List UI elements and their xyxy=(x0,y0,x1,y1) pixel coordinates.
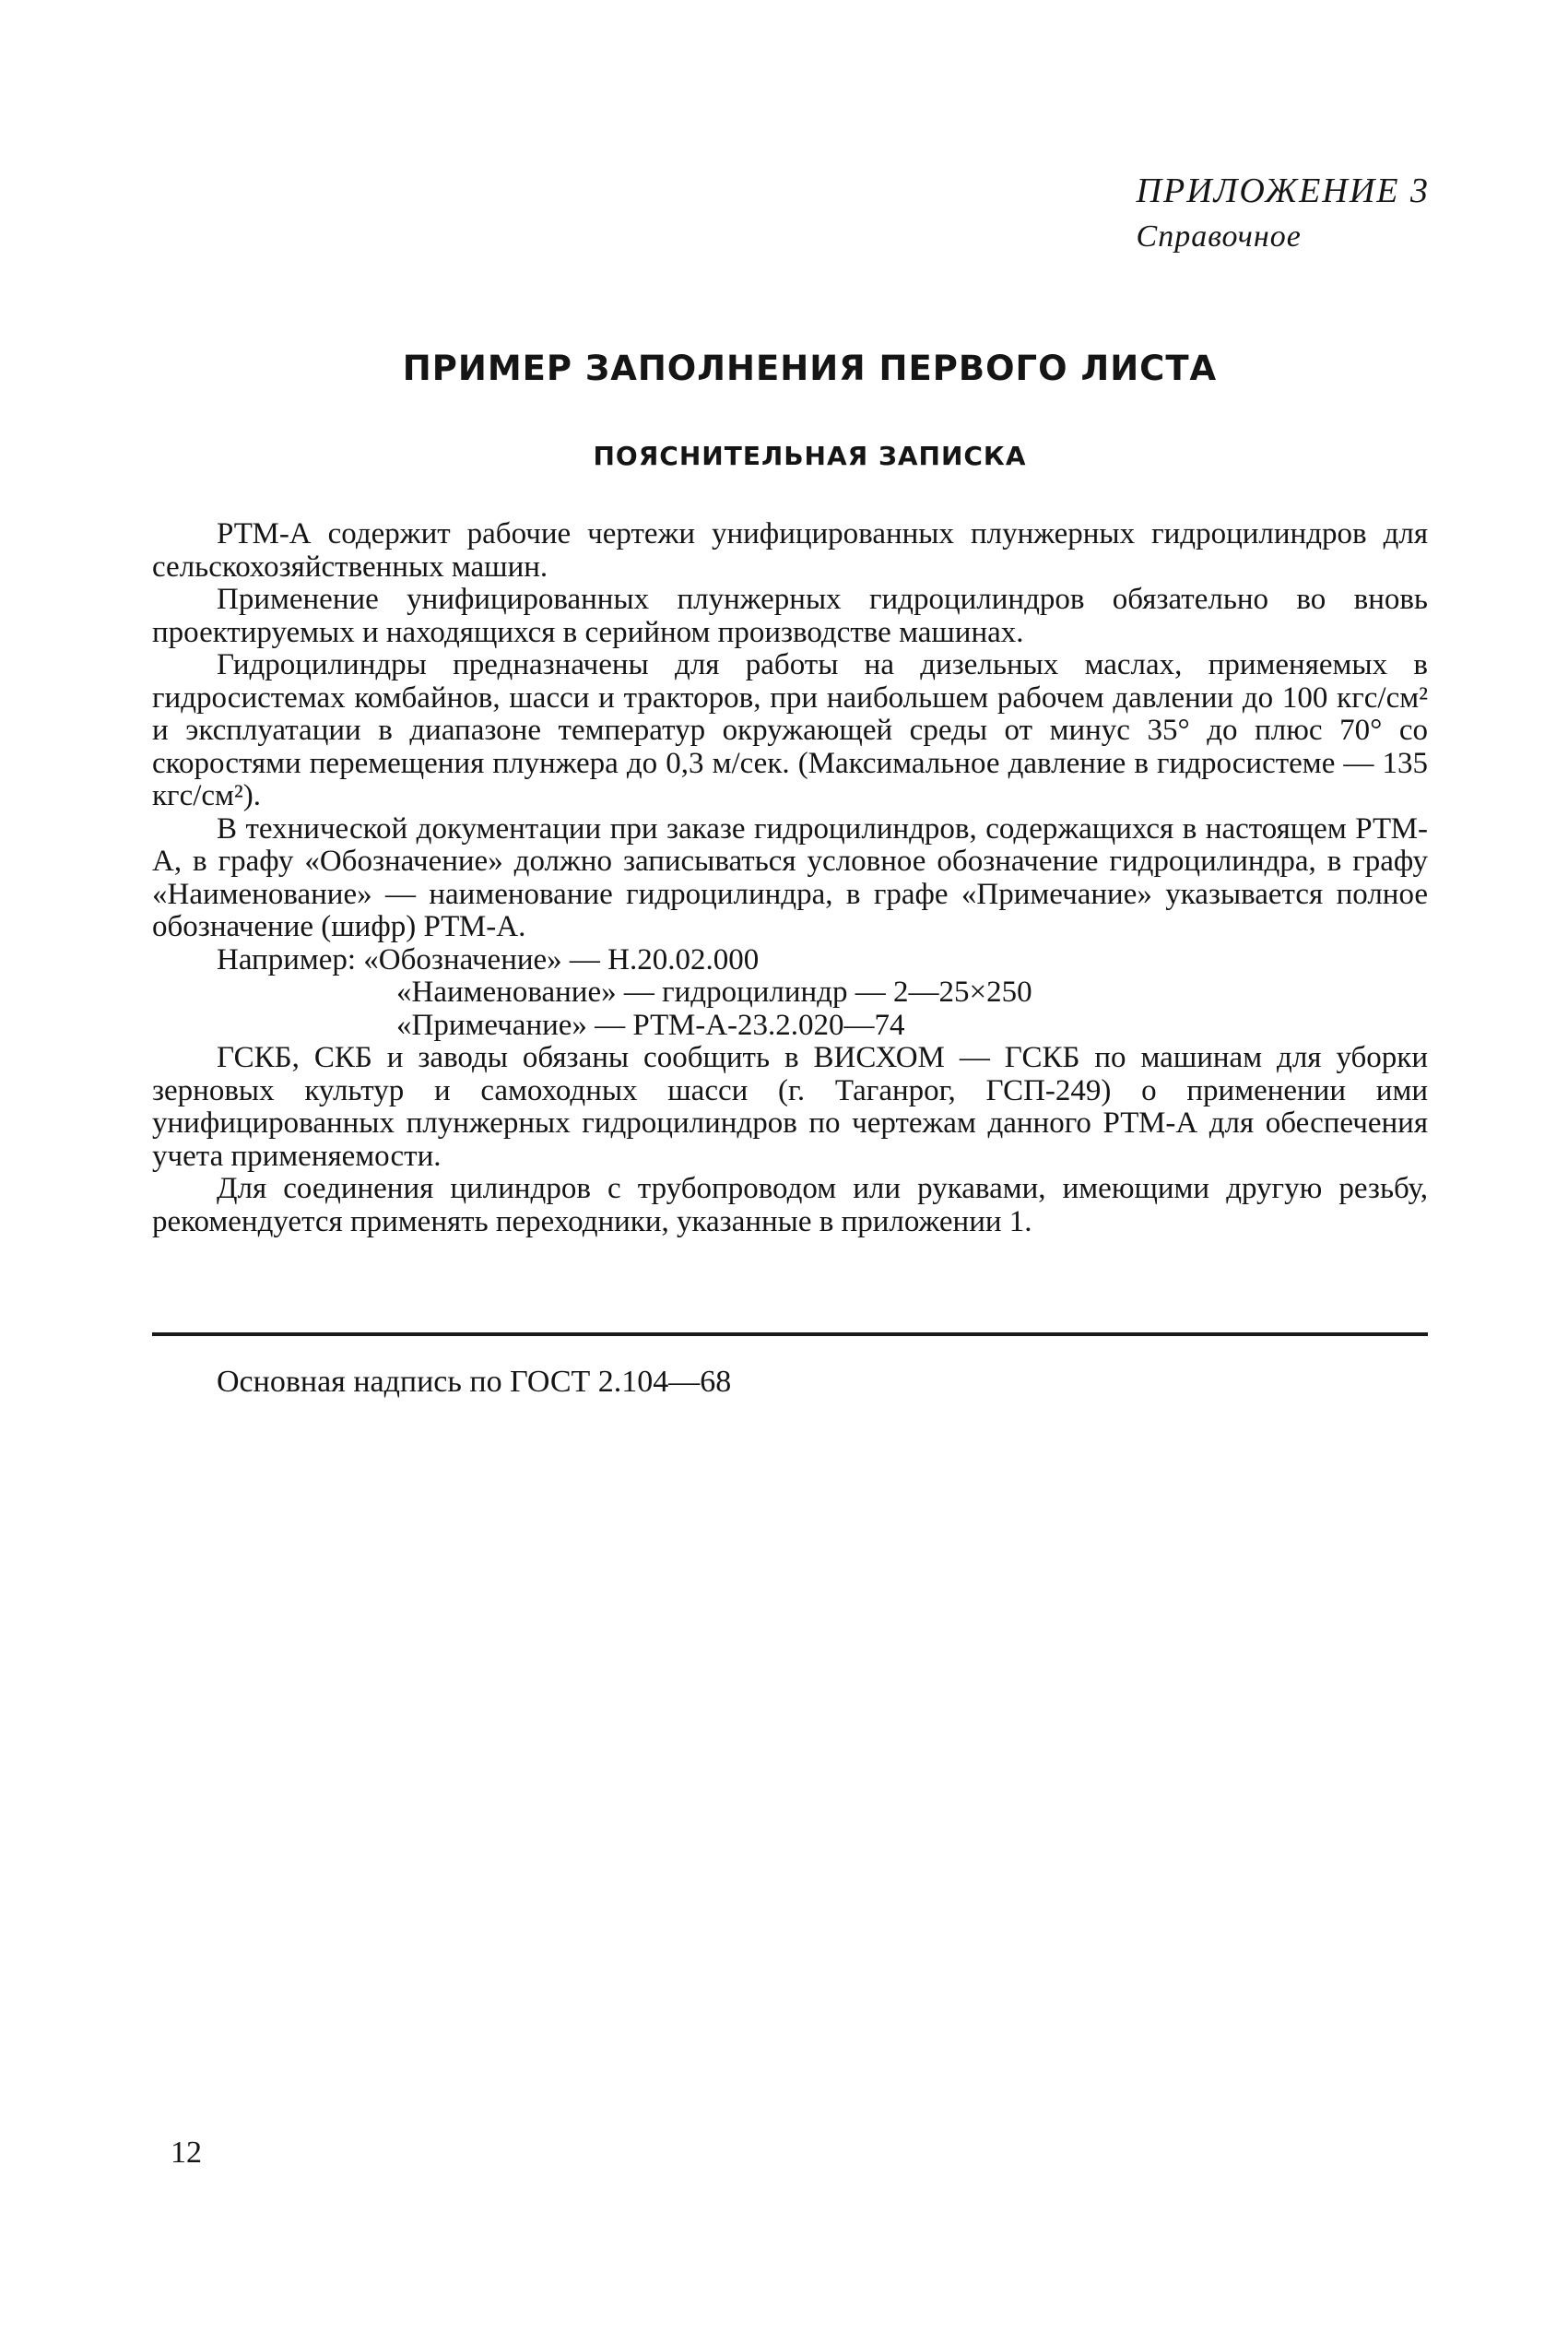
paragraph: Гидроцилиндры предназначены для работы на дизельных маслах, применяемых в гидросистемах комбайнов, шасси и тракторов, при наибольшем рабочем давлении до 100 кгс/см² и эксплуатации в диапазоне температур окружающей среды от минус 35° до плюс 70° со скоростями перемещения плунжера до 0,3 м/сек. (Максимальное давление в гидросистеме — 135 кгс/см²). xyxy=(152,648,1428,812)
example-line-name: «Наименование» — гидроцилиндр — 2—25×250 xyxy=(396,976,1032,1009)
title-block-note: Основная надпись по ГОСТ 2.104—68 xyxy=(217,1365,732,1399)
appendix-header xyxy=(1137,168,1430,260)
example-line-note: «Примечание» — РТМ-А-23.2.020—74 xyxy=(396,1008,905,1042)
paragraph: ГСКБ, СКБ и заводы обязаны сообщить в ВИСХОМ — ГСКБ по машинам для уборки зерновых культур и самоходных шасси (г. Таганрог, ГСП-249) о применении ими унифицированных плунжерных гидроцилиндров по чертежам данного РТМ-А для обеспечения учета применяемости. xyxy=(152,1041,1428,1173)
paragraph: РТМ-А содержит рабочие чертежи унифицированных плунжерных гидроцилиндров для сельскохозяйственных машин. xyxy=(152,517,1428,584)
explanatory-note-body xyxy=(152,518,1428,1238)
appendix-label: ПРИЛОЖЕНИЕ 3 xyxy=(1136,172,1430,210)
example-line-designation: Например: «Обозначение» — Н.20.02.000 xyxy=(217,942,760,976)
paragraph: Для соединения цилиндров с трубопроводом или рукавами, имеющими другую резьбу, рекомендуется применять переходники, указанные в приложении 1. xyxy=(152,1172,1428,1238)
page-title: ПРИМЕР ЗАПОЛНЕНИЯ ПЕРВОГО ЛИСТА xyxy=(402,349,1218,388)
paragraph: Применение унифицированных плунжерных гидроцилиндров обязательно во вновь проектируемых и находящихся в серийном производстве машинах. xyxy=(152,583,1428,649)
paragraph: В технической документации при заказе гидроцилиндров, содержащихся в настоящем РТМ-А, в графу «Обозначение» должно записываться условное обозначение гидроцилиндра, в графу «Наименование» — наименование гидроцилиндра, в графе «Примечание» указывается полное обозначение (шифр) РТМ-А. xyxy=(152,811,1428,943)
page-number: 12 xyxy=(171,2136,202,2170)
example-block xyxy=(152,944,1428,1043)
appendix-type: Справочное xyxy=(1136,219,1302,254)
horizontal-divider xyxy=(152,1332,1428,1336)
section-subtitle: ПОЯСНИТЕЛЬНАЯ ЗАПИСКА xyxy=(593,441,1027,471)
